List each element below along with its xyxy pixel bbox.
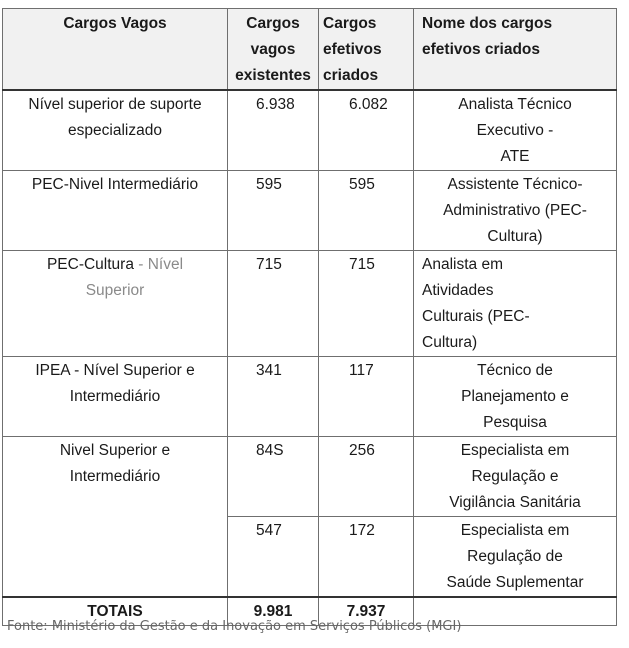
cell-vagos: 6.938 — [228, 90, 319, 171]
cell-nome: Especialista em Regulação de Saúde Suplementar — [414, 517, 617, 598]
cell-criados: 117 — [319, 357, 414, 437]
table-row — [3, 357, 617, 437]
cell-cargo-main: PEC-Cultura — [46, 256, 134, 273]
cell-cargo: PEC-Nivel Intermediário — [3, 171, 228, 251]
cell-criados: 715 — [319, 251, 414, 357]
cell-cargo: IPEA - Nível Superior e Intermediário — [3, 357, 228, 437]
cargos-table-wrapper — [2, 8, 616, 620]
table-row — [3, 437, 617, 517]
totals-label: TOTAIS — [3, 597, 228, 626]
totals-criados: 7.937 — [319, 597, 414, 626]
table-row — [3, 90, 617, 171]
header-nome-cargos-criados: Nome dos cargos efetivos criados — [414, 9, 617, 91]
cell-criados: 6.082 — [319, 90, 414, 171]
cell-vagos: 595 — [228, 171, 319, 251]
cell-cargo-muted: - Nível Superior — [85, 256, 184, 299]
header-cargos-efetivos-criados: Cargos efetivos criados — [319, 9, 414, 91]
cell-nome: Analista Técnico Executivo - ATE — [414, 90, 617, 171]
cell-criados: 595 — [319, 171, 414, 251]
cell-cargo: Nivel Superior e Intermediário — [3, 437, 228, 598]
cell-nome: Técnico de Planejamento e Pesquisa — [414, 357, 617, 437]
cell-criados: 172 — [319, 517, 414, 598]
header-cargos-vagos: Cargos Vagos — [3, 9, 228, 91]
table-row — [3, 171, 617, 251]
cell-vagos: 715 — [228, 251, 319, 357]
table-header-row — [3, 9, 617, 91]
table-row — [3, 251, 617, 357]
cell-cargo — [3, 251, 228, 357]
cell-cargo: Nível superior de suporte especializado — [3, 90, 228, 171]
cell-nome: Especialista em Regulação e Vigilância Sanitária — [414, 437, 617, 517]
source-caption: Fonte: Ministério da Gestão e da Inovação em Serviços Públicos (MGI) — [7, 619, 462, 634]
cell-criados: 256 — [319, 437, 414, 517]
cell-vagos: 84S — [228, 437, 319, 517]
cell-nome: Assistente Técnico- Administrativo (PEC- Cultura) — [414, 171, 617, 251]
cargos-table — [2, 8, 617, 626]
cell-vagos: 341 — [228, 357, 319, 437]
cell-nome: Analista em Atividades Culturais (PEC- Cultura) — [414, 251, 617, 357]
header-cargos-vagos-existentes: Cargos vagos existentes — [228, 9, 319, 91]
totals-vagos: 9.981 — [228, 597, 319, 626]
cell-vagos: 547 — [228, 517, 319, 598]
